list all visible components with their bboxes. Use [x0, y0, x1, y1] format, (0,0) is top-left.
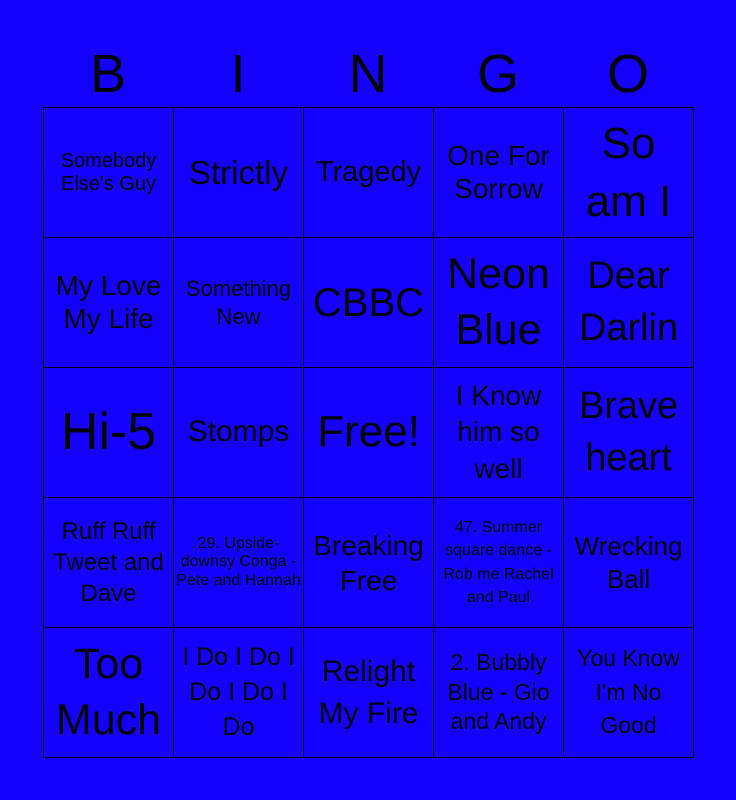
bingo-cell[interactable]: So am I [564, 108, 694, 238]
bingo-cell[interactable]: Somebody Else's Guy [44, 108, 174, 238]
free-space-cell[interactable]: Free! [304, 368, 434, 498]
bingo-cell[interactable]: CBBC [304, 238, 434, 368]
bingo-cell[interactable]: Tragedy [304, 108, 434, 238]
bingo-cell[interactable]: Stomps [174, 368, 304, 498]
header-letter-g: G [476, 44, 519, 104]
bingo-cell[interactable]: I Do I Do I Do I Do I Do [174, 628, 304, 758]
bingo-cell[interactable]: Hi-5 [44, 368, 174, 498]
bingo-cell[interactable]: Strictly [174, 108, 304, 238]
header-letter-o: O [606, 44, 649, 104]
bingo-cell[interactable]: Too Much [44, 628, 174, 758]
bingo-card [43, 107, 694, 758]
bingo-cell[interactable]: One For Sorrow [434, 108, 564, 238]
header-letter-b: B [89, 44, 127, 104]
bingo-cell[interactable]: Breaking Free [304, 498, 434, 628]
bingo-cell[interactable]: Wrecking Ball [564, 498, 694, 628]
bingo-cell[interactable]: 2. Bubbly Blue - Gio and Andy [434, 628, 564, 758]
bingo-cell[interactable]: Relight My Fire [304, 628, 434, 758]
header-letter-n: N [348, 44, 388, 104]
bingo-cell[interactable]: 29. Upside-downsy Conga - Pete and Hannah [174, 498, 304, 628]
bingo-header [43, 40, 693, 108]
bingo-cell[interactable]: Neon Blue [434, 238, 564, 368]
bingo-cell[interactable]: Brave heart [564, 368, 694, 498]
bingo-cell[interactable]: I Know him so well [434, 368, 564, 498]
bingo-cell[interactable]: 47. Summer square dance - Rob me Rachel and Paul [434, 498, 564, 628]
bingo-cell[interactable]: Ruff Ruff Tweet and Dave [44, 498, 174, 628]
bingo-cell[interactable]: Something New [174, 238, 304, 368]
header-letter-i: I [230, 44, 246, 104]
bingo-cell[interactable]: Dear Darlin [564, 238, 694, 368]
bingo-cell[interactable]: You Know I'm No Good [564, 628, 694, 758]
bingo-cell[interactable]: My Love My Life [44, 238, 174, 368]
